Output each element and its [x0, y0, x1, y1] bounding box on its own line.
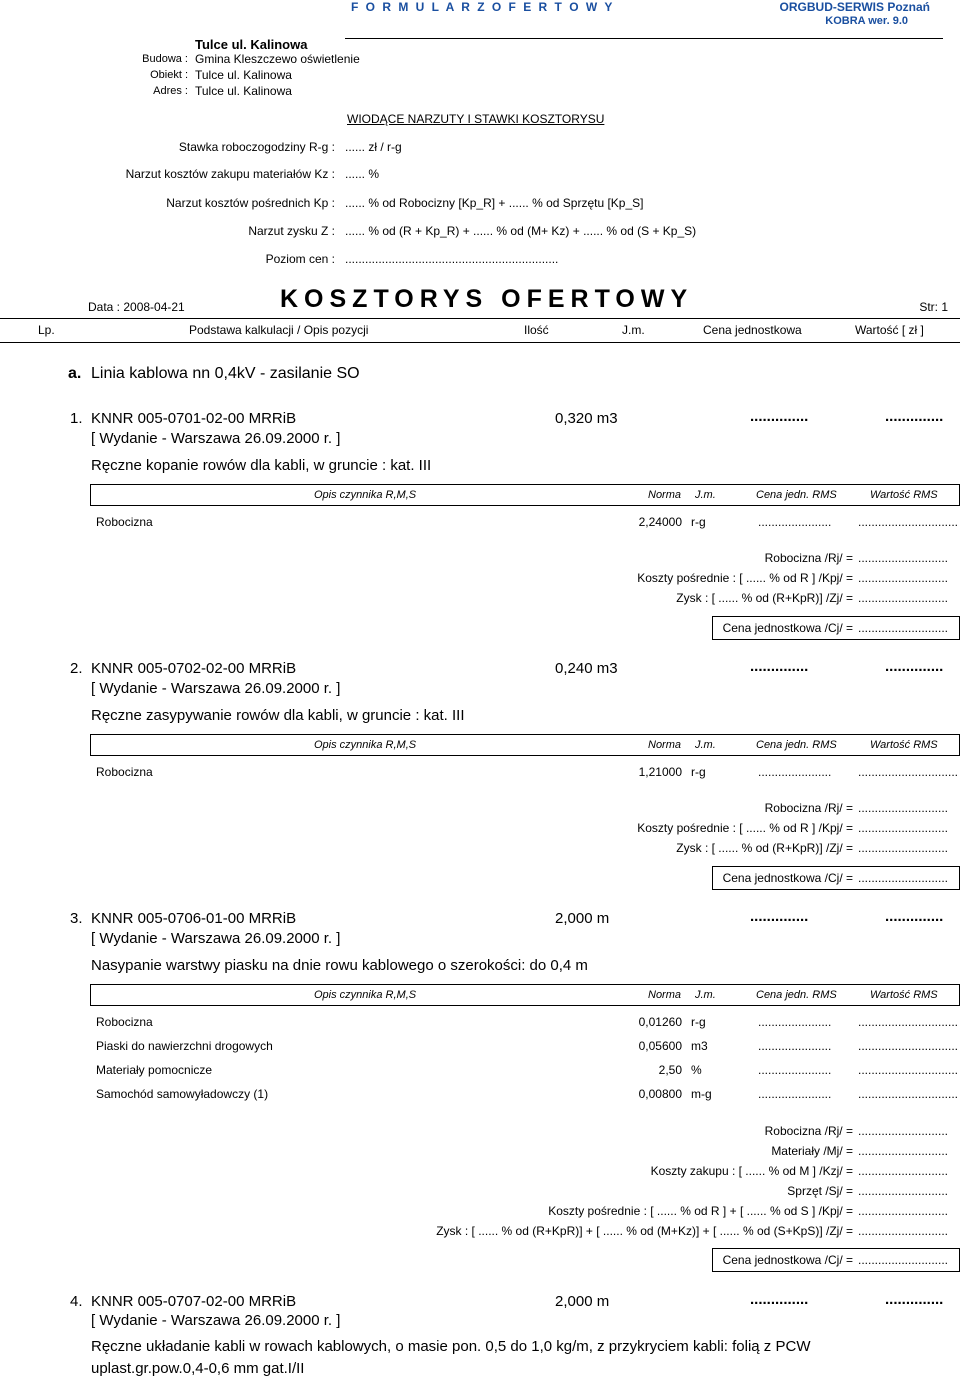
item-unit-price: ..............	[750, 1291, 809, 1308]
adres-value: Tulce ul. Kalinowa	[195, 84, 292, 98]
rms-norm: 0,05600	[638, 1039, 682, 1053]
item-description: Ręczne zasypywanie rowów dla kabli, w gruncie : kat. III	[91, 707, 465, 724]
col-lp: Lp.	[38, 323, 55, 337]
rms-price: ......................	[758, 515, 832, 529]
unit-price-label: Cena jednostkowa /Cj/ =	[722, 1253, 853, 1267]
page-number: Str: 1	[919, 300, 948, 314]
rms-col-desc: Opis czynnika R,M,S	[314, 989, 417, 1001]
unit-price-label: Cena jednostkowa /Cj/ =	[722, 621, 853, 635]
sum-labor-label: Robocizna /Rj/ =	[764, 551, 853, 565]
unit-price-value: ...........................	[858, 621, 949, 635]
item-edition: [ Wydanie - Warszawa 26.09.2000 r. ]	[91, 1312, 341, 1329]
item-value: ..............	[885, 658, 944, 675]
kz-value: ...... %	[345, 167, 380, 181]
item-description-line1: Ręczne układanie kabli w rowach kablowych, o masie pon. 0,5 do 1,0 kg/m, z przykryciem kabli: folią z PCW	[91, 1338, 811, 1355]
sum-profit-label: Zysk : [ ...... % od (R+KpR)] /Zj/ =	[676, 841, 853, 855]
col-unit: J.m.	[622, 323, 645, 337]
adres-label: Adres :	[153, 85, 188, 97]
rms-col-jm: J.m.	[695, 489, 716, 501]
item-value: ..............	[885, 408, 944, 425]
kp-label: Narzut kosztów pośrednich Kp :	[166, 196, 335, 210]
rms-norm: 2,50	[658, 1063, 682, 1077]
item-qty: 0,240 m3	[555, 660, 618, 677]
sum-profit-value: ...........................	[858, 841, 949, 855]
rms-norm: 0,01260	[638, 1015, 682, 1029]
sum-profit-label: Zysk : [ ...... % od (R+KpR)] /Zj/ =	[676, 591, 853, 605]
rms-col-jm: J.m.	[695, 989, 716, 1001]
rates-title: WIODĄCE NARZUTY I STAWKI KOSZTORYSU	[347, 112, 605, 126]
item-number: 3.	[70, 910, 83, 927]
unit-price-value: ...........................	[858, 1253, 949, 1267]
rms-norm: 2,24000	[638, 515, 682, 529]
kz-label: Narzut kosztów zakupu materiałów Kz :	[125, 167, 335, 181]
rms-col-jm: J.m.	[695, 739, 716, 751]
rms-unit: m3	[691, 1039, 708, 1053]
item-unit-price: ..............	[750, 658, 809, 675]
item-qty: 2,000 m	[555, 910, 610, 927]
item-edition: [ Wydanie - Warszawa 26.09.2000 r. ]	[91, 930, 341, 947]
rms-unit: r-g	[691, 1015, 706, 1029]
rms-col-price: Cena jedn. RMS	[756, 739, 837, 751]
rms-value: ..............................	[858, 765, 959, 779]
rms-value: ..............................	[858, 1063, 959, 1077]
sum-materials-value: ...........................	[858, 1144, 949, 1158]
company-name: ORGBUD-SERWIS Poznań	[779, 0, 930, 14]
sum-purchase-value: ...........................	[858, 1164, 949, 1178]
rms-price: ......................	[758, 765, 832, 779]
rms-col-norma: Norma	[648, 489, 682, 501]
rms-col-norma: Norma	[648, 739, 682, 751]
sum-labor-label: Robocizna /Rj/ =	[764, 801, 853, 815]
sum-equipment-label: Sprzęt /Sj/ =	[787, 1184, 853, 1198]
rms-price: ......................	[758, 1015, 832, 1029]
rms-col-desc: Opis czynnika R,M,S	[314, 489, 417, 501]
obiekt-value: Tulce ul. Kalinowa	[195, 68, 292, 82]
sum-labor-value: ...........................	[858, 801, 949, 815]
rms-name: Materiały pomocnicze	[96, 1063, 213, 1077]
sum-labor-label: Robocizna /Rj/ =	[764, 1124, 853, 1138]
sum-indirect-value: ...........................	[858, 571, 949, 585]
item-code: KNNR 005-0707-02-00 MRRiB	[91, 1293, 297, 1310]
sum-indirect-label: Koszty pośrednie : [ ...... % od R ] /Kpj/ =	[637, 571, 853, 585]
rg-value: ...... zł / r-g	[345, 140, 402, 154]
rms-name: Robocizna	[96, 765, 153, 779]
sum-indirect-label: Koszty pośrednie : [ ...... % od R ] + [ ...... % od S ] /Kpj/ =	[548, 1204, 853, 1218]
item-value: ..............	[885, 1291, 944, 1308]
sum-profit-value: ...........................	[858, 591, 949, 605]
rms-price: ......................	[758, 1063, 832, 1077]
item-number: 4.	[70, 1293, 83, 1310]
item-description: Nasypanie warstwy piasku na dnie rowu kablowego o szerokości: do 0,4 m	[91, 957, 588, 974]
rms-value: ..............................	[858, 1039, 959, 1053]
unit-price-value: ...........................	[858, 871, 949, 885]
rms-value: ..............................	[858, 1015, 959, 1029]
obiekt-label: Obiekt :	[150, 69, 188, 81]
rms-name: Robocizna	[96, 515, 153, 529]
rms-col-price: Cena jedn. RMS	[756, 489, 837, 501]
rms-col-price: Cena jedn. RMS	[756, 989, 837, 1001]
item-unit-price: ..............	[750, 408, 809, 425]
version-label: KOBRA wer. 9.0	[825, 15, 908, 27]
doc-title: KOSZTORYS OFERTOWY	[280, 285, 694, 313]
item-description: Ręczne kopanie rowów dla kabli, w gruncie : kat. III	[91, 457, 432, 474]
item-edition: [ Wydanie - Warszawa 26.09.2000 r. ]	[91, 680, 341, 697]
kp-value: ...... % od Robocizny [Kp_R] + ...... % od Sprzętu [Kp_S]	[345, 196, 644, 210]
rms-unit: r-g	[691, 765, 706, 779]
price-level-value: ................................................................	[345, 252, 559, 266]
rms-unit: m-g	[691, 1087, 712, 1101]
section-name: Linia kablowa nn 0,4kV - zasilanie SO	[91, 365, 360, 382]
sum-profit-label: Zysk : [ ...... % od (R+KpR)] + [ ...... % od (M+Kz)] + [ ...... % od (S+KpS)] /Zj/ =	[436, 1224, 853, 1238]
z-label: Narzut zysku Z :	[248, 224, 335, 238]
sum-purchase-label: Koszty zakupu : [ ...... % od M ] /Kzj/ =	[650, 1164, 853, 1178]
rms-unit: %	[691, 1063, 702, 1077]
col-unit-price: Cena jednostkowa	[703, 323, 802, 337]
rms-value: ..............................	[858, 515, 959, 529]
unit-price-label: Cena jednostkowa /Cj/ =	[722, 871, 853, 885]
rms-col-value: Wartość RMS	[870, 739, 938, 751]
rms-name: Samochód samowyładowczy (1)	[96, 1087, 269, 1101]
rms-col-value: Wartość RMS	[870, 489, 938, 501]
sum-labor-value: ...........................	[858, 1124, 949, 1138]
rms-value: ..............................	[858, 1087, 959, 1101]
section-letter: a.	[68, 365, 82, 382]
project-title: Tulce ul. Kalinowa	[195, 37, 308, 52]
item-code: KNNR 005-0702-02-00 MRRiB	[91, 660, 297, 677]
z-value: ...... % od (R + Kp_R) + ...... % od (M+ Kz) + ...... % od (S + Kp_S)	[345, 224, 697, 238]
rms-col-desc: Opis czynnika R,M,S	[314, 739, 417, 751]
col-qty: Ilość	[524, 323, 549, 337]
item-qty: 0,320 m3	[555, 410, 618, 427]
form-title: F O R M U L A R Z O F E R T O W Y	[351, 0, 615, 14]
item-code: KNNR 005-0701-02-00 MRRiB	[91, 410, 297, 427]
sum-labor-value: ...........................	[858, 551, 949, 565]
rms-norm: 1,21000	[638, 765, 682, 779]
rms-unit: r-g	[691, 515, 706, 529]
item-number: 1.	[70, 410, 83, 427]
doc-date: Data : 2008-04-21	[88, 300, 185, 314]
item-qty: 2,000 m	[555, 1293, 610, 1310]
budowa-label: Budowa :	[142, 53, 188, 65]
rms-name: Robocizna	[96, 1015, 153, 1029]
sum-indirect-value: ...........................	[858, 1204, 949, 1218]
rg-label: Stawka roboczogodziny R-g :	[178, 140, 335, 154]
rms-price: ......................	[758, 1039, 832, 1053]
rms-name: Piaski do nawierzchni drogowych	[96, 1039, 273, 1053]
sum-indirect-value: ...........................	[858, 821, 949, 835]
rms-price: ......................	[758, 1087, 832, 1101]
item-number: 2.	[70, 660, 83, 677]
budowa-value: Gmina Kleszczewo oświetlenie	[195, 52, 360, 66]
sum-materials-label: Materiały /Mj/ =	[771, 1144, 853, 1158]
col-value: Wartość [ zł ]	[855, 323, 924, 337]
item-description-line2: uplast.gr.pow.0,4-0,6 mm gat.I/II	[91, 1360, 305, 1377]
item-unit-price: ..............	[750, 908, 809, 925]
rms-norm: 0,00800	[638, 1087, 682, 1101]
price-level-label: Poziom cen :	[265, 252, 335, 266]
item-edition: [ Wydanie - Warszawa 26.09.2000 r. ]	[91, 430, 341, 447]
item-code: KNNR 005-0706-01-00 MRRiB	[91, 910, 297, 927]
rms-col-value: Wartość RMS	[870, 989, 938, 1001]
sum-indirect-label: Koszty pośrednie : [ ...... % od R ] /Kpj/ =	[637, 821, 853, 835]
col-basis: Podstawa kalkulacji / Opis pozycji	[189, 323, 369, 337]
sum-equipment-value: ...........................	[858, 1184, 949, 1198]
rms-col-norma: Norma	[648, 989, 682, 1001]
item-value: ..............	[885, 908, 944, 925]
sum-profit-value: ...........................	[858, 1224, 949, 1238]
